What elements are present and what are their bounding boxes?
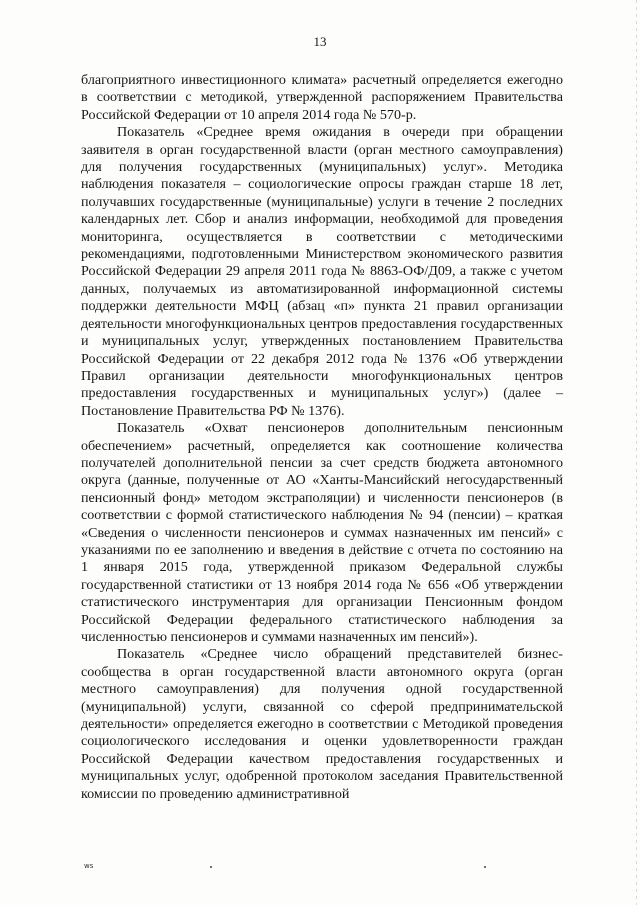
footer-mark: ws (84, 862, 94, 870)
paragraph-4: Показатель «Среднее число обращений представителей бизнес-сообщества в орган государственной власти автономного округа (орган местного самоуправления) для получения одной государственной (муниципальной) услуги, связанной со сферой предпринимательской деятельности» определяется ежегодно в соответствии с Методикой проведения социологического исследования и оценки удовлетворенности граждан Российской Федерации качеством предоставления государственных и муниципальных услуг, одобренной протоколом заседания Правительственной комиссии по проведению административной (81, 646, 563, 802)
paragraph-2: Показатель «Среднее время ожидания в очереди при обращении заявителя в орган государственной власти (орган местного самоуправления) для получения государственных (муниципальных) услуг». Методика наблюдения показателя – социологические опросы граждан старше 18 лет, получавших государственные (муниципальные) услуги в течение 2 последних календарных лет. Сбор и анализ информации, необходимой для проведения мониторинга, осуществляется в соответствии с методическими рекомендациями, подготовленными Министерством экономического развития Российской Федерации 29 апреля 2011 года № 8863-ОФ/Д09, а также с учетом данных, получаемых из автоматизированной информационной системы поддержки деятельности МФЦ (абзац «п» пункта 21 правил организации деятельности многофункциональных центров предоставления государственных и муниципальных услуг, утвержденных постановлением Правительства Российской Федерации от 22 декабря 2012 года № 1376 «Об утверждении Правил организации деятельности многофункциональных центров предоставления государственных и муниципальных услуг») (далее – Постановление Правительства РФ № 1376). (81, 124, 563, 419)
page-number: 13 (313, 34, 327, 49)
scan-speck (484, 866, 486, 868)
scan-speck (210, 866, 212, 868)
paragraph-3: Показатель «Охват пенсионеров дополнительным пенсионным обеспечением» расчетный, определяется как соотношение количества получателей дополнительной пенсии за счет средств бюджета автономного округа (данные, полученные от АО «Ханты-Мансийский негосударственный пенсионный фонд» методом экстраполяции) и численности пенсионеров (в соответствии с формой статистического наблюдения № 94 (пенсии) – краткая «Сведения о численности пенсионеров и суммах назначенных им пенсий» с указаниями по ее заполнению и введения в действие с отчета по состоянию на 1 января 2015 года, утвержденной приказом Федеральной службы государственной статистики от 13 ноября 2014 года № 656 «Об утверждении статистического инструментария для организации Пенсионным фондом Российской Федерации федерального статистического наблюдения за численностью пенсионеров и суммами назначенных им пенсий»). (81, 420, 563, 645)
paragraph-1: благоприятного инвестиционного климата» расчетный определяется ежегодно в соответствии с методикой, утвержденной распоряжением Правительства Российской Федерации от 10 апреля 2014 года № 570-р. (81, 72, 563, 123)
document-body (81, 72, 563, 803)
scan-edge-line (636, 0, 637, 905)
